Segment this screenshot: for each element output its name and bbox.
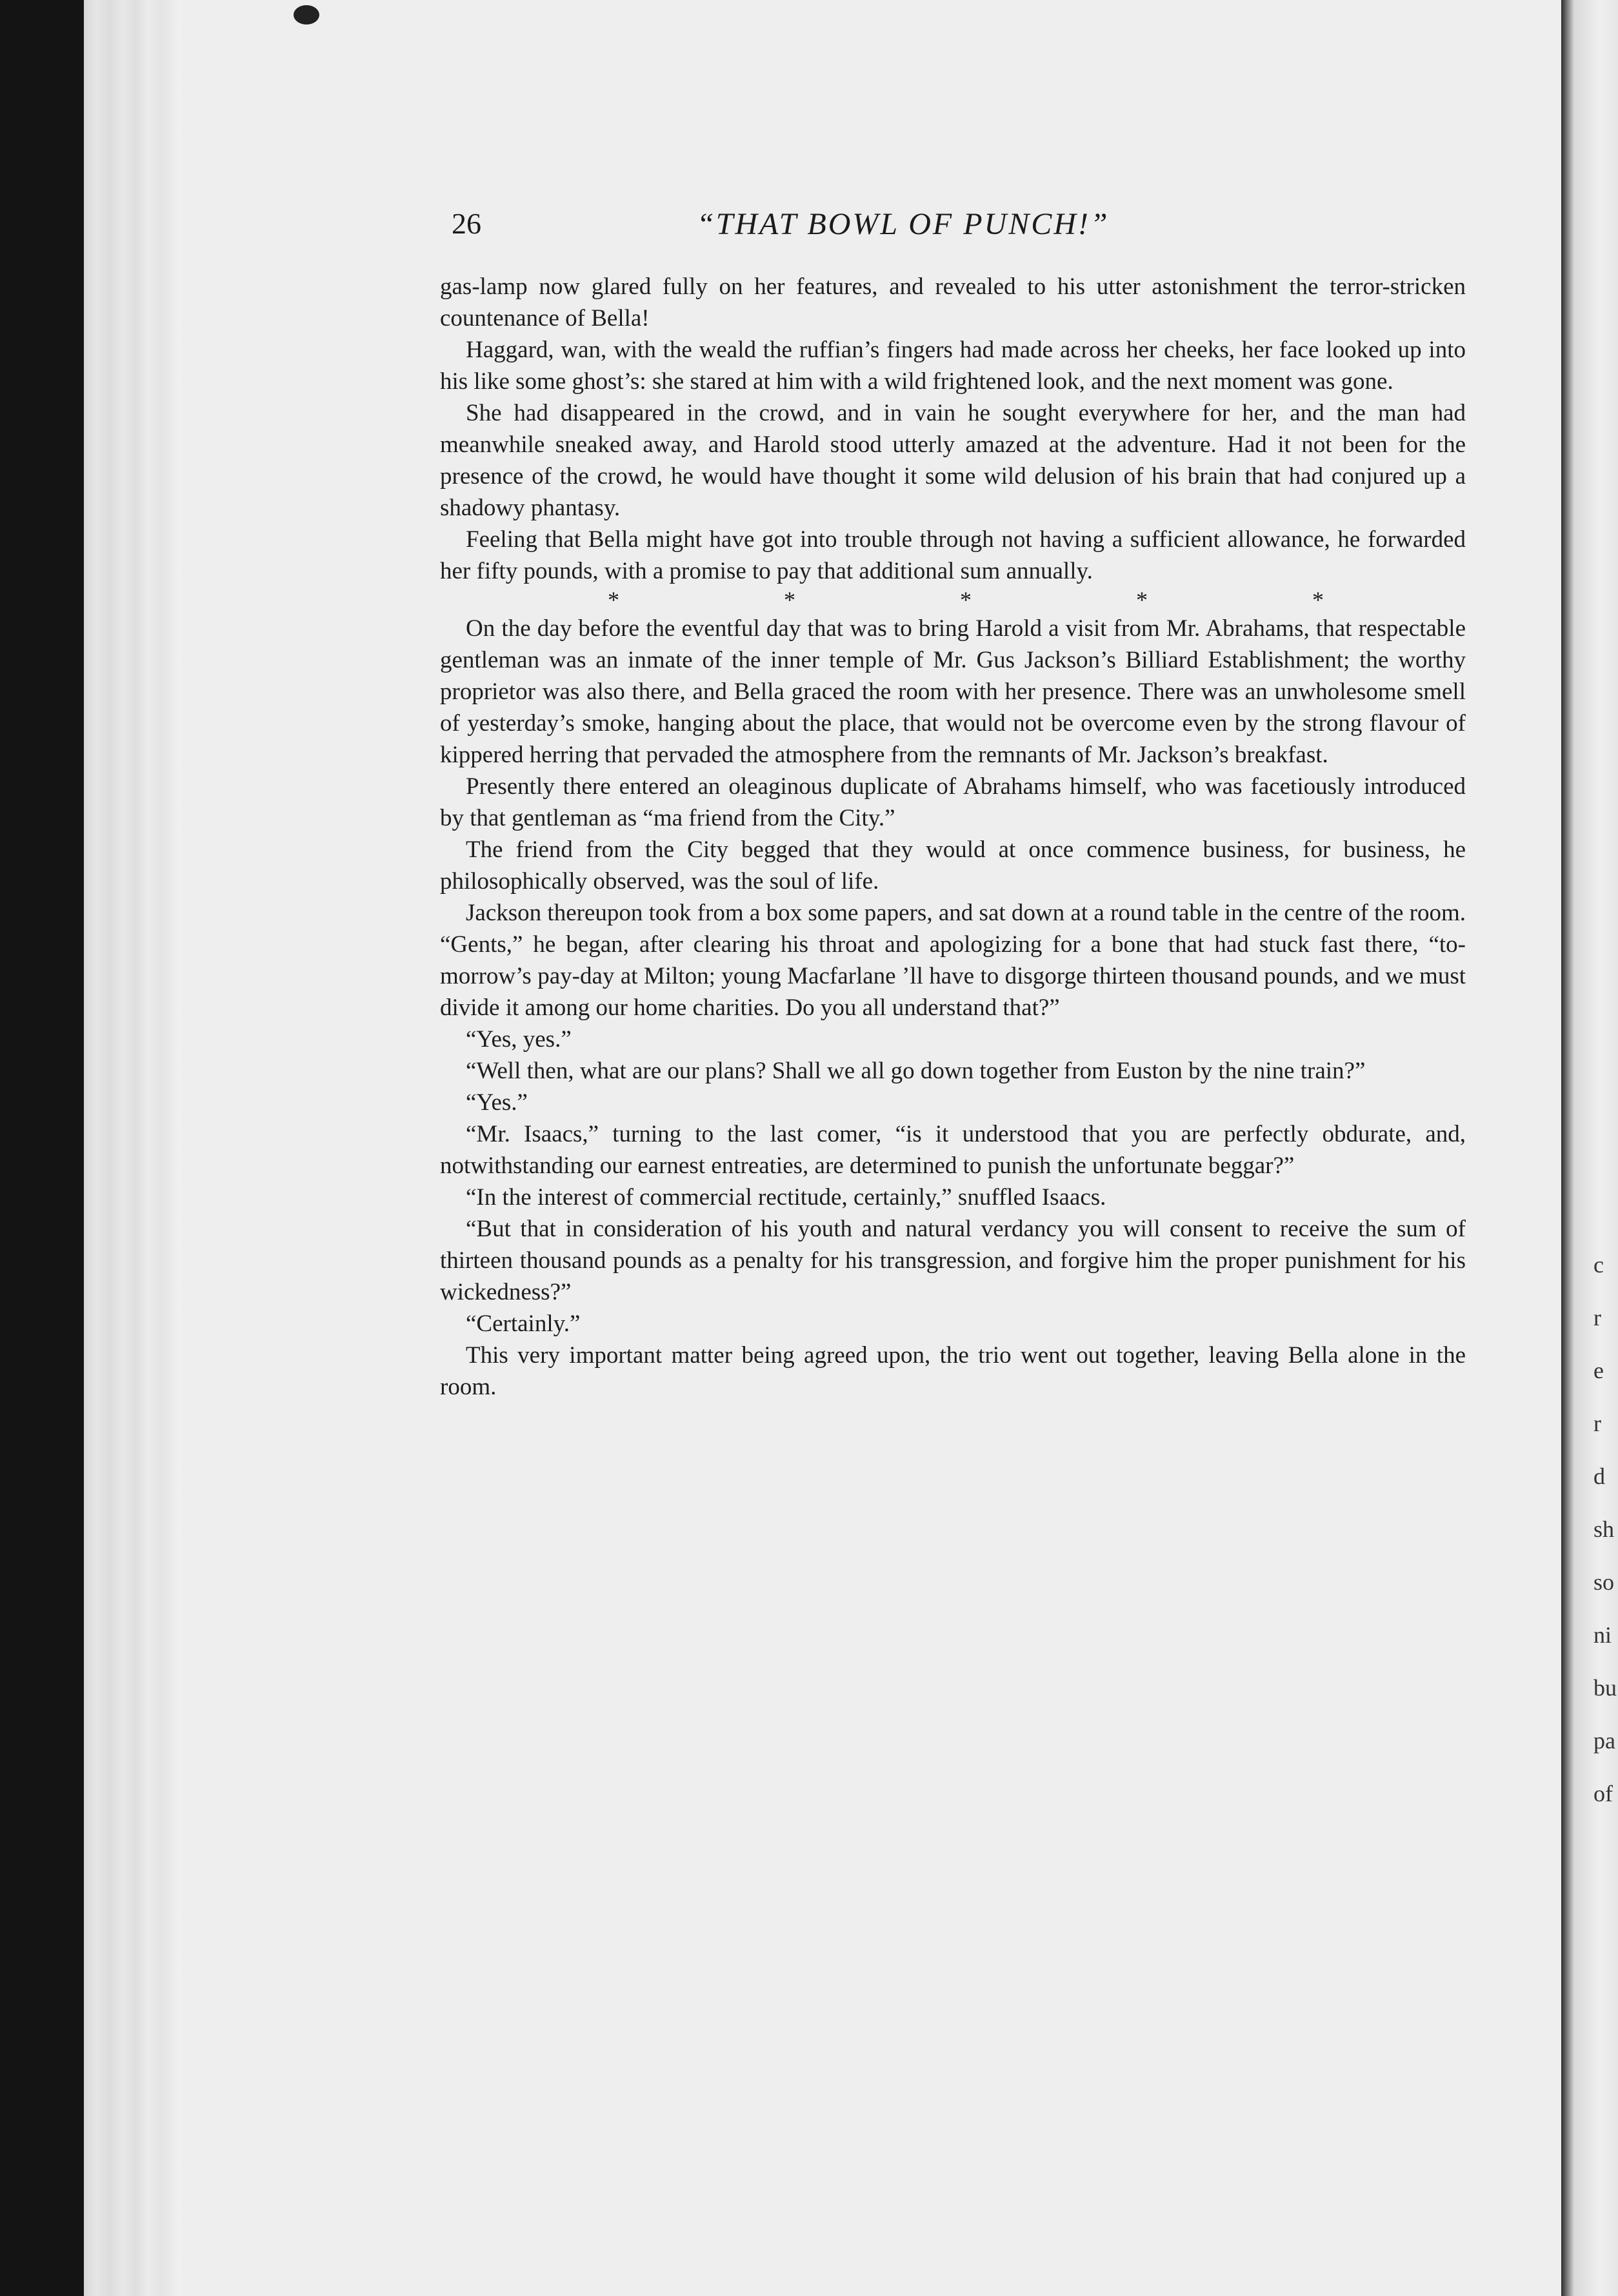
paragraph: “Yes.” bbox=[466, 1089, 528, 1116]
fragment: sh bbox=[1593, 1516, 1615, 1542]
fragment: pa bbox=[1593, 1728, 1615, 1754]
paragraph: Presently there entered an oleaginous duplicate of Abrahams himself, who was facetiously introduced by that gentleman as “ma friend from the City.” bbox=[440, 773, 1466, 831]
fragment: r bbox=[1593, 1410, 1601, 1436]
fragment: ni bbox=[1593, 1622, 1612, 1648]
fragment: r bbox=[1593, 1305, 1601, 1331]
paragraph: Feeling that Bella might have got into trouble through not having a sufficient allowance, he forwarded her fifty pounds, with a promise to pay that additional sum annually. bbox=[440, 526, 1466, 584]
fragment: so bbox=[1593, 1569, 1615, 1595]
paragraph: She had disappeared in the crowd, and in vain he sought everywhere for her, and the man had meanwhile sneaked away, and Harold stood utterly amazed at the adventure. Had it not been for the presence of the crowd, he would have thought it some wild delusion of his brain that had conjured up a shadowy phantasy. bbox=[440, 400, 1466, 521]
paragraph: The friend from the City begged that they would at once commence business, for business, he philosophically observed, was the soul of life. bbox=[440, 836, 1466, 895]
paragraph: “Mr. Isaacs,” turning to the last comer, “is it understood that you are perfectly obdurate, and, notwithstanding our earnest entreaties, are determined to punish the unfortunate beggar?” bbox=[440, 1121, 1466, 1179]
paragraph: “Certainly.” bbox=[466, 1311, 581, 1337]
ink-blot-mark bbox=[294, 5, 319, 25]
section-break-star: * bbox=[784, 587, 795, 613]
body-text bbox=[440, 271, 1466, 1403]
paragraph: This very important matter being agreed upon, the trio went out together, leaving Bella alone in the room. bbox=[440, 1342, 1466, 1400]
right-gutter bbox=[1561, 0, 1618, 2296]
paragraph: Haggard, wan, with the weald the ruffian’s fingers had made across her cheeks, her face looked up into his like some ghost’s: she stared at him with a wild frightened look, and the next moment was gone. bbox=[440, 337, 1466, 395]
running-title: “THAT BOWL OF PUNCH!” bbox=[697, 207, 1110, 241]
paragraph: “In the interest of commercial rectitude, certainly,” snuffled Isaacs. bbox=[466, 1184, 1106, 1211]
adjacent-page-fragments bbox=[1593, 1238, 1617, 1820]
fragment: d bbox=[1593, 1463, 1605, 1489]
paragraph: “Well then, what are our plans? Shall we all go down together from Euston by the nine train?” bbox=[466, 1058, 1366, 1084]
section-break-star: * bbox=[1312, 587, 1324, 613]
paragraph: On the day before the eventful day that was to bring Harold a visit from Mr. Abrahams, that respectable gentleman was an inmate of the inner temple of Mr. Gus Jackson’s Billiard Establishment; the worthy proprietor was also there, and Bella graced the room with her presence. There was an unwholesome smell of yesterday’s smoke, hanging about the place, that would not be overcome even by the strong flavour of kippered herring that pervaded the atmosphere from the remnants of Mr. Jackson’s breakfast. bbox=[440, 615, 1466, 768]
fragment: bu bbox=[1593, 1675, 1617, 1701]
paragraph: gas-lamp now glared fully on her features, and revealed to his utter astonishment the terror-stricken countenance of Bella! bbox=[440, 273, 1466, 332]
page-number: 26 bbox=[452, 207, 481, 240]
section-break-star: * bbox=[608, 587, 619, 613]
paragraph: “But that in consideration of his youth and natural verdancy you will consent to receive the sum of thirteen thousand pounds as a penalty for his transgression, and forgive him the proper punishment for his wickedness?” bbox=[440, 1216, 1466, 1305]
paragraph: Jackson thereupon took from a box some papers, and sat down at a round table in the centre of the room. “Gents,” he began, after clearing his throat and apologizing for a bone that had stuck fast there, “to-morrow’s pay-day at Milton; young Macfarlane ’ll have to disgorge thirteen thousand pounds, and we must divide it among our home charities. Do you all understand that?” bbox=[440, 900, 1466, 1021]
fragment: c bbox=[1593, 1252, 1604, 1278]
paragraph: “Yes, yes.” bbox=[466, 1026, 572, 1053]
fragment: e bbox=[1593, 1358, 1604, 1383]
section-break-star: * bbox=[960, 587, 972, 613]
section-break bbox=[440, 587, 1466, 613]
fragment: of bbox=[1593, 1781, 1613, 1806]
section-break-star: * bbox=[1136, 587, 1148, 613]
